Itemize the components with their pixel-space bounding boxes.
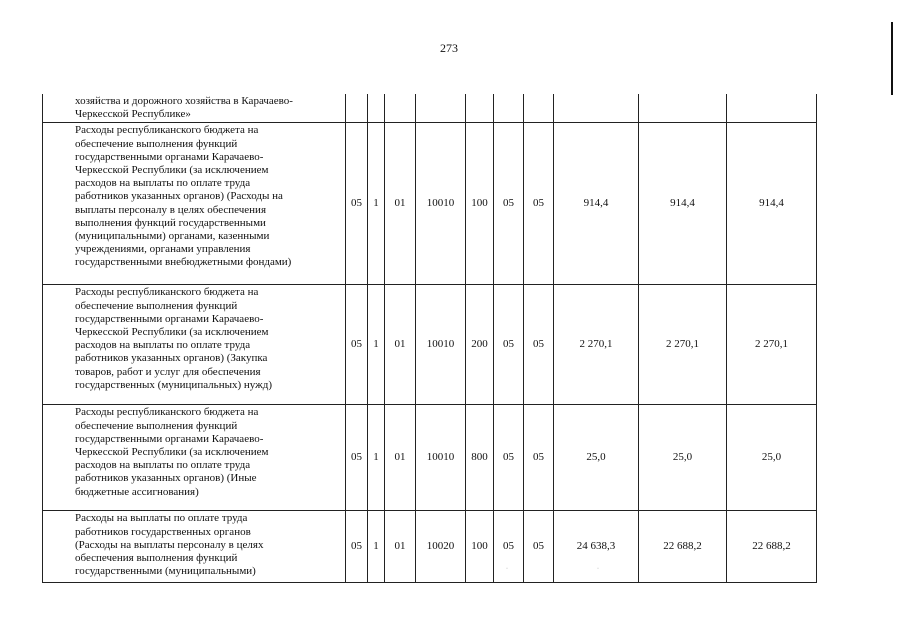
amount-year-3: 2 270,1: [727, 285, 817, 405]
amount-year-2: 22 688,2: [639, 511, 727, 583]
amount-year-3: 22 688,2: [727, 511, 817, 583]
description-line: бюджетные ассигнования): [75, 485, 199, 498]
expense-description: [43, 511, 346, 583]
description-line: учреждениями, органами управления: [75, 243, 251, 256]
expense-type-code: 100: [466, 511, 494, 583]
subsection-code: 05: [494, 123, 524, 285]
description-line: государственными органами Карачаево-: [75, 312, 264, 325]
table-row: [43, 123, 817, 285]
main-event-code: 01: [385, 123, 416, 285]
description-line: расходов на выплаты по оплате труда: [75, 177, 251, 190]
subprogram-code: 1: [368, 511, 385, 583]
description-line: товаров, работ и услуг для обеспечения: [75, 365, 261, 378]
amount-year-1: 25,0: [554, 405, 639, 511]
amount-year-2: 2 270,1: [639, 285, 727, 405]
main-event-code: 01: [385, 511, 416, 583]
section-code: 05: [346, 285, 368, 405]
section-code: 05: [346, 405, 368, 511]
description-line: обеспечения выполнения функций: [75, 552, 238, 565]
main-event-code: 01: [385, 285, 416, 405]
table-row: [43, 94, 817, 123]
description-line: государственными органами Карачаево-: [75, 150, 264, 163]
direction-code: 10020: [416, 511, 466, 583]
expense-type-code: 800: [466, 405, 494, 511]
description-line: расходов на выплаты по оплате труда: [75, 459, 251, 472]
table-row: [43, 511, 817, 583]
amount-year-3: 25,0: [727, 405, 817, 511]
amount-year-2: 25,0: [639, 405, 727, 511]
amount-year-1: 2 270,1: [554, 285, 639, 405]
description-line: Расходы на выплаты по оплате труда: [75, 512, 248, 525]
expense-type-code: 200: [466, 285, 494, 405]
description-line: обеспечение выполнения функций: [75, 137, 238, 150]
description-line: государственными органами Карачаево-: [75, 432, 264, 445]
description-line: работников указанных органов) (Расходы на: [75, 190, 283, 203]
subsection-code: 05: [494, 285, 524, 405]
section-code: 05: [346, 511, 368, 583]
description-line: обеспечение выполнения функций: [75, 299, 238, 312]
description-line: выплаты персоналу в целях обеспечения: [75, 203, 267, 216]
description-line: Расходы республиканского бюджета на: [75, 406, 259, 419]
expense-type-code: 100: [466, 123, 494, 285]
page-number: 273: [440, 41, 458, 55]
description-line: Черкесской Республики (за исключением: [75, 326, 269, 339]
subprogram-code: 1: [368, 405, 385, 511]
description-line: Черкесской Республики (за исключением: [75, 446, 269, 459]
expense-description: [43, 285, 346, 405]
description-line: Расходы республиканского бюджета на: [75, 286, 259, 299]
table-row: [43, 285, 817, 405]
description-line: работников указанных органов) (Иные: [75, 472, 257, 485]
description-line: расходов на выплаты по оплате труда: [75, 339, 251, 352]
margin-mark: [891, 22, 893, 95]
main-event-code: [385, 94, 416, 123]
scan-speck: ·: [597, 566, 599, 572]
direction-code: [416, 94, 466, 123]
description-line: государственными (муниципальными): [75, 565, 256, 578]
subprogram-code: [368, 94, 385, 123]
subsection-sub-code: [524, 94, 554, 123]
amount-year-3: 914,4: [727, 123, 817, 285]
subprogram-code: 1: [368, 123, 385, 285]
description-line: Расходы республиканского бюджета на: [75, 124, 259, 137]
description-line: государственных (муниципальных) нужд): [75, 378, 272, 391]
expense-description: [43, 405, 346, 511]
subsection-code: [494, 94, 524, 123]
expense-type-code: [466, 94, 494, 123]
section-code: 05: [346, 123, 368, 285]
subprogram-code: 1: [368, 285, 385, 405]
description-line: (Расходы на выплаты персоналу в целях: [75, 538, 264, 551]
description-line: (муниципальными) органами, казенными: [75, 230, 270, 243]
amount-year-2: [639, 94, 727, 123]
expense-description: [43, 123, 346, 285]
subsection-sub-code: 05: [524, 285, 554, 405]
amount-year-2: 914,4: [639, 123, 727, 285]
description-line: государственными внебюджетными фондами): [75, 256, 292, 269]
main-event-code: 01: [385, 405, 416, 511]
subsection-sub-code: 05: [524, 511, 554, 583]
section-code: [346, 94, 368, 123]
amount-year-1: [554, 94, 639, 123]
subsection-code: 05: [494, 511, 524, 583]
direction-code: 10010: [416, 285, 466, 405]
description-line: выполнения функций государственными: [75, 216, 266, 229]
scan-speck: ·: [506, 566, 508, 572]
description-line: Черкесской Республике»: [75, 108, 191, 121]
amount-year-1: 24 638,3: [554, 511, 639, 583]
amount-year-1: 914,4: [554, 123, 639, 285]
subsection-sub-code: 05: [524, 405, 554, 511]
subsection-sub-code: 05: [524, 123, 554, 285]
description-line: работников указанных органов) (Закупка: [75, 352, 268, 365]
description-line: обеспечение выполнения функций: [75, 419, 238, 432]
description-line: Черкесской Республики (за исключением: [75, 164, 269, 177]
expense-description: [43, 94, 346, 123]
description-line: работников государственных органов: [75, 525, 251, 538]
table-row: [43, 405, 817, 511]
direction-code: 10010: [416, 123, 466, 285]
budget-table: [42, 94, 817, 583]
direction-code: 10010: [416, 405, 466, 511]
description-line: хозяйства и дорожного хозяйства в Карачаево-: [75, 95, 293, 107]
subsection-code: 05: [494, 405, 524, 511]
amount-year-3: [727, 94, 817, 123]
